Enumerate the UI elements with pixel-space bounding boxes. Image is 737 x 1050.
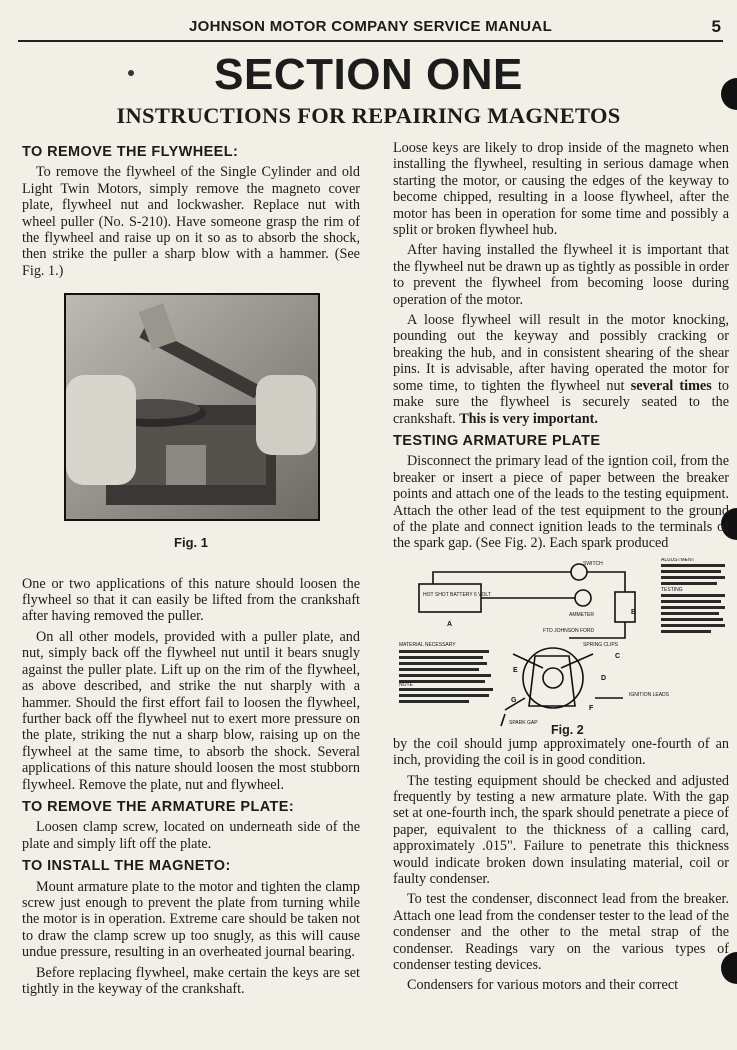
emphasis-text: This is very important. bbox=[459, 410, 598, 427]
emphasis-text: several times bbox=[630, 377, 712, 394]
letter-label: D bbox=[601, 674, 607, 682]
figure-2-wiring-diagram bbox=[393, 558, 729, 736]
label-spark-gap: SPARK GAP bbox=[509, 719, 538, 726]
letter-label: A bbox=[447, 620, 453, 628]
section-title: SECTION ONE bbox=[214, 50, 523, 99]
heading-install-magneto: TO INSTALL THE MAGNETO: bbox=[22, 858, 231, 875]
text-run: to make sure the flywheel is securely seated to the crankshaft. bbox=[393, 377, 729, 427]
paragraph: To remove the flywheel of the Single Cylinder and old Light Twin Motors, simply remove the magneto cover plate, flywheel nut and lockwasher. Replace nut with wheel puller (No. S-210). Have someone grasp the rim of the flywheel and raise up on it so as to absorb the shock, then strike the puller a sharp blow with a hammer. (See Fig. 1.) bbox=[22, 164, 360, 279]
paragraph: After having installed the flywheel it is important that the flywheel nut be drawn up as tightly as possible in order to prevent the flywheel from becoming loose during operation of the motor. bbox=[393, 242, 729, 308]
paragraph: Disconnect the primary lead of the igntion coil, from the breaker or insert a piece of paper between the breaker points and attach one of the leads to the testing equipment. Attach the other lead of the test equipment to the ground of the plate and connect ignition leads to the terminals of the spark gap. (See Fig. 2). Each spark produced bbox=[393, 453, 729, 552]
label-note: NOTE bbox=[399, 681, 413, 688]
paragraph: To test the condenser, disconnect lead from the breaker. Attach one lead from the condenser tester to the lead of the condenser and the other to the metal strap of the condenser. Readings vary on the various types of condenser testing devices. bbox=[393, 891, 729, 974]
figure-1-photo bbox=[64, 293, 320, 521]
heading-remove-flywheel: TO REMOVE THE FLYWHEEL: bbox=[22, 144, 239, 160]
paragraph: Before replacing flywheel, make certain the keys are set tightly in the keyway of the crankshaft. bbox=[22, 964, 360, 997]
paragraph: Loosen clamp screw, located on underneath side of the plate and simply lift off the plate. bbox=[22, 819, 360, 852]
label-switch: SWITCH bbox=[583, 560, 603, 567]
letter-label: B bbox=[631, 608, 637, 616]
heading-testing-armature: TESTING ARMATURE PLATE bbox=[393, 432, 601, 449]
label-spring-clips: SPRING CLIPS bbox=[583, 641, 619, 648]
letter-label: E bbox=[513, 666, 518, 674]
paragraph: One or two applications of this nature should loosen the flywheel so that it can easily be lifted from the crankshaft after having removed the puller. bbox=[22, 575, 360, 625]
label-testing: TESTING bbox=[661, 586, 683, 593]
heading-remove-armature: TO REMOVE THE ARMATURE PLATE: bbox=[22, 798, 295, 815]
header-title: JOHNSON MOTOR COMPANY SERVICE MANUAL bbox=[188, 18, 553, 35]
paragraph bbox=[393, 312, 729, 427]
paragraph: Condensers for various motors and their correct bbox=[407, 977, 679, 994]
label-material: MATERIAL NECESSARY bbox=[399, 641, 456, 648]
paragraph: The testing equipment should be checked and adjusted frequently by testing a new armature plate. With the gap set at one-fourth inch, the spark should penetrate a piece of paper, equivalent to the thickness of a calling card, approximately .015". Failure to penetrate this thickness would indicate broken down insulating material, coil or faulty condenser. bbox=[393, 772, 729, 887]
label-ammeter: AMMETER bbox=[569, 611, 594, 618]
test-circuit-diagram bbox=[393, 558, 729, 728]
letter-label: F bbox=[589, 704, 594, 712]
section-subtitle: INSTRUCTIONS FOR REPAIRING MAGNETOS bbox=[116, 103, 621, 128]
paragraph: Loose keys are likely to drop inside of the magneto when installing the flywheel, resulting in serious damage when starting the motor, or causing the edges of the keyway to become chipped, resulting in a loose flywheel, after the motor has been in operation for some time and possibly a split or broken flywheel hub. bbox=[393, 140, 729, 239]
label-ford-coil: FTD JOHNSON FORD bbox=[543, 627, 595, 634]
paragraph: On all other models, provided with a puller plate, and nut, simply back off the flywheel nut until it bears snugly against the puller plate. Lift up on the rim of the flywheel, as above described, and strike the nut sharply with a hammer. Should the first effort fail to loosen the flywheel, further back off the flywheel nut to exert more pressure on the plate, striking the nut a sharp blow, raising up on the flywheel at the same time, to absorb the shock. Several applications of this nature should loosen the most stubborn flywheel. Remove the plate, nut and flywheel. bbox=[22, 628, 360, 793]
left-column bbox=[22, 138, 360, 1001]
paragraph: Mount armature plate to the motor and tighten the clamp screw just enough to prevent the plate from turning while the motor is in operation. Extreme care should be taken not to draw the clamp screw up too snugly, as this will cause undue pressure, resulting in an overheated journal bearing. bbox=[22, 878, 360, 961]
letter-label: C bbox=[615, 652, 621, 660]
page-number: 5 bbox=[711, 17, 721, 36]
label-ignition-leads: IGNITION LEADS bbox=[629, 691, 670, 698]
right-column bbox=[393, 140, 729, 998]
label-battery: HOT SHOT BATTERY 6 VOLT bbox=[423, 591, 491, 598]
letter-label: G bbox=[511, 696, 517, 704]
text-run: A loose flywheel will result in the motor knocking, pounding out the keyway and possibly cracking or breaking the hub, and in consistent shearing of the shear pins. It is advisable, after having operated the motor for some time, to tighten the flywheel nut bbox=[393, 312, 729, 394]
running-header bbox=[18, 14, 723, 42]
figure-2-caption: Fig. 2 bbox=[551, 722, 584, 737]
label-adjustment: ADJUSTMENT bbox=[661, 557, 695, 563]
figure-1-caption: Fig. 1 bbox=[174, 535, 208, 551]
paragraph: by the coil should jump approximately one-fourth of an inch, providing the coil is in good condition. bbox=[393, 735, 729, 769]
flywheel-puller-photo-illustration bbox=[66, 295, 318, 519]
